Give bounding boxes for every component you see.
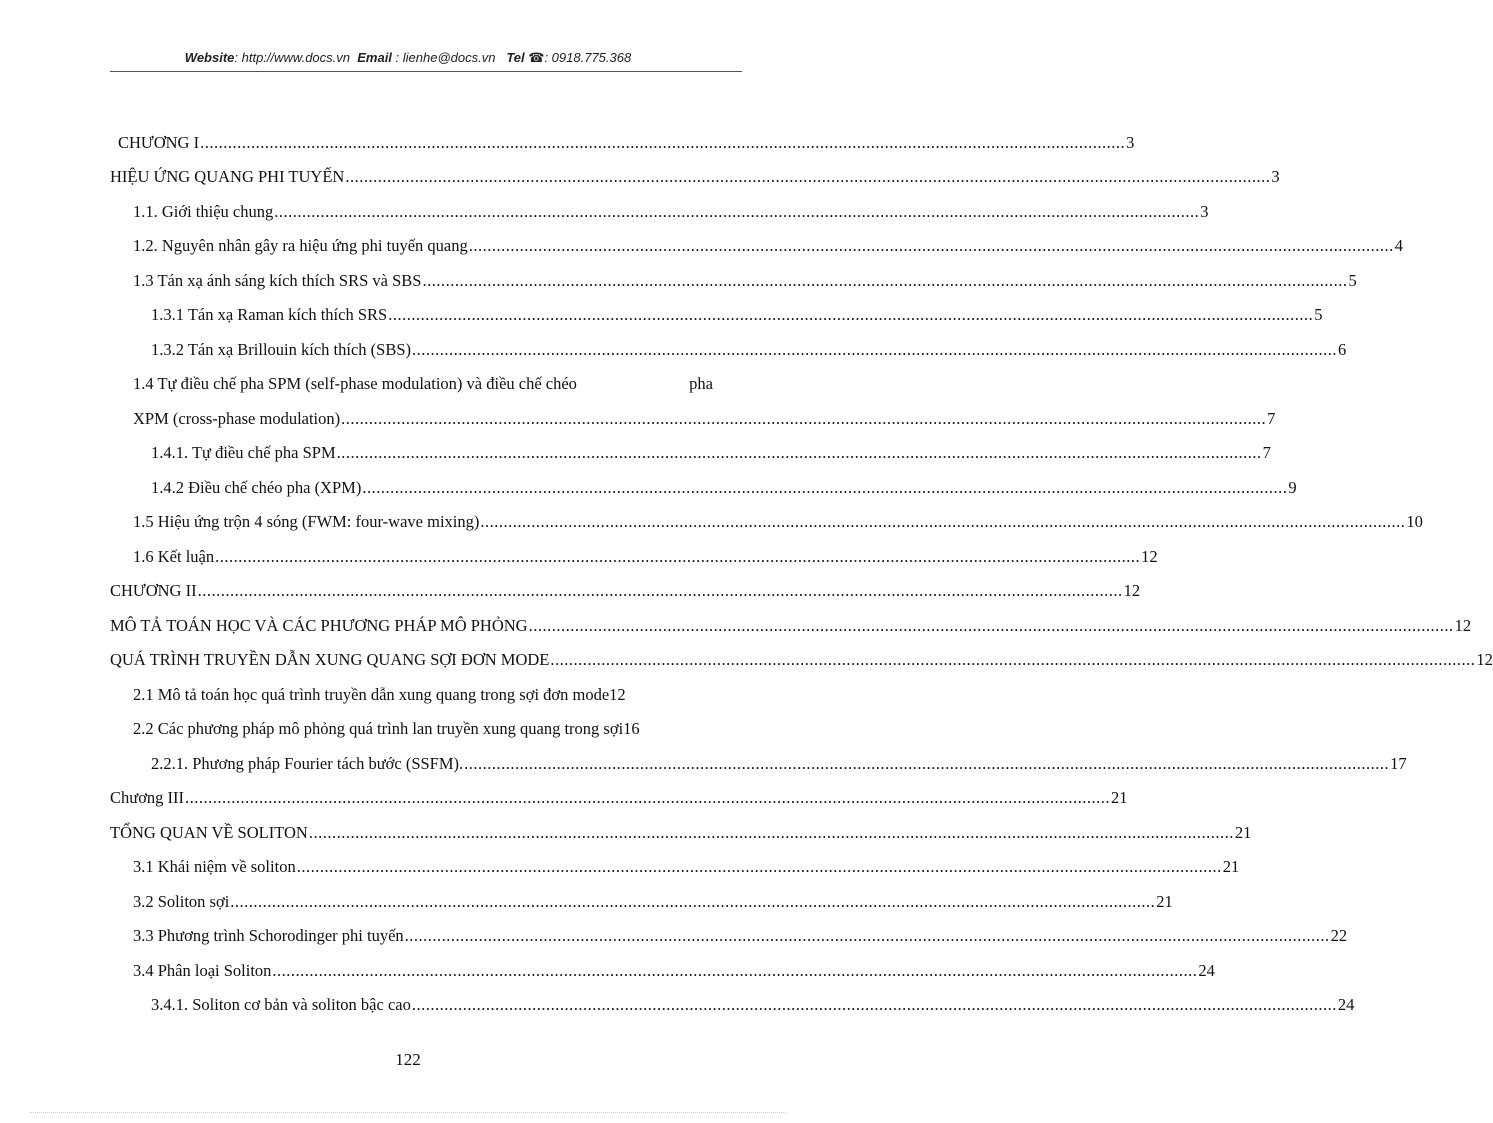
toc-entry-soliton-overview[interactable]: TỔNG QUAN VỀ SOLITON ........................................................................................................................................................................................................ 21: [110, 823, 1252, 842]
dot-leader: ........................................................................................................................................................................................................: [345, 167, 1271, 186]
tel-label: Tel: [506, 50, 525, 65]
toc-entry-math-description[interactable]: MÔ TẢ TOÁN HỌC VÀ CÁC PHƯƠNG PHÁP MÔ PHỎNG ........................................................................................................................................................................................................ 12: [110, 616, 1472, 635]
toc-entry-2-2[interactable]: 2.2 Các phương pháp mô phỏng quá trình lan truyền xung quang trong sợi 16: [133, 719, 640, 738]
dot-leader: ........................................................................................................................................................................................................: [528, 616, 1454, 635]
toc-entry-2-1[interactable]: 2.1 Mô tả toán học quá trình truyền dẫn xung quang trong sợi đơn mode 12: [133, 685, 626, 704]
page-header: [0, 50, 816, 66]
dot-leader: ........................................................................................................................................................................................................: [468, 236, 1394, 255]
dot-leader: ........................................................................................................................................................................................................: [412, 340, 1338, 359]
dot-leader: ........................................................................................................................................................................................................: [341, 409, 1267, 428]
toc-entry-chapter-2[interactable]: CHƯƠNG II ........................................................................................................................................................................................................ 12: [110, 581, 1141, 600]
toc-entry-3-2[interactable]: 3.2 Soliton sợi ........................................................................................................................................................................................................ 21: [133, 892, 1173, 911]
phone-icon: ☎: [528, 50, 545, 65]
dot-leader: ........................................................................................................................................................................................................: [274, 202, 1200, 221]
dot-leader: ........................................................................................................................................................................................................: [215, 547, 1141, 566]
header-divider: [110, 71, 742, 72]
toc-entry-2-2-1[interactable]: 2.2.1. Phương pháp Fourier tách bước (SSFM). ........................................................................................................................................................................................................ 17: [151, 754, 1407, 773]
toc-entry-1-4-1[interactable]: 1.4.1. Tự điều chế pha SPM ........................................................................................................................................................................................................ 7: [151, 443, 1271, 462]
toc-entry-3-1[interactable]: 3.1 Khái niệm về soliton ........................................................................................................................................................................................................ 21: [133, 857, 1240, 876]
email-label: Email: [357, 50, 392, 65]
toc-entry-1-6[interactable]: 1.6 Kết luận ........................................................................................................................................................................................................ 12: [133, 547, 1158, 566]
toc-entry-1-1[interactable]: 1.1. Giới thiệu chung ........................................................................................................................................................................................................ 3: [133, 202, 1209, 221]
toc-entry-1-4-2[interactable]: 1.4.2 Điều chế chéo pha (XPM) ........................................................................................................................................................................................................ 9: [151, 478, 1297, 497]
website-value: : http://www.docs.vn: [234, 50, 350, 65]
toc-entry-transmission[interactable]: QUÁ TRÌNH TRUYỀN DẪN XUNG QUANG SỢI ĐƠN MODE ........................................................................................................................................................................................................ 12: [110, 650, 1493, 669]
page-bottom-edge: [30, 1112, 786, 1113]
dot-leader: ........................................................................................................................................................................................................: [464, 754, 1390, 773]
dot-leader: ........................................................................................................................................................................................................: [272, 961, 1198, 980]
toc-entry-1-4-cont[interactable]: XPM (cross-phase modulation) ........................................................................................................................................................................................................ 7: [133, 409, 1276, 428]
toc-entry-1-3-1[interactable]: 1.3.1 Tán xạ Raman kích thích SRS ........................................................................................................................................................................................................ 5: [151, 305, 1323, 324]
toc-entry-1-5[interactable]: 1.5 Hiệu ứng trộn 4 sóng (FWM: four-wave mixing) ........................................................................................................................................................................................................ 10: [133, 512, 1423, 531]
toc-entry-3-4[interactable]: 3.4 Phân loại Soliton ........................................................................................................................................................................................................ 24: [133, 961, 1215, 980]
page-number: 122: [395, 1050, 421, 1069]
dot-leader: ........................................................................................................................................................................................................: [200, 133, 1126, 152]
dot-leader: ........................................................................................................................................................................................................: [550, 650, 1476, 669]
toc-entry-1-4[interactable]: 1.4 Tự điều chế pha SPM (self-phase modulation) và điều chế chéo pha: [133, 374, 713, 393]
dot-leader: ........................................................................................................................................................................................................: [230, 892, 1156, 911]
dot-leader: ........................................................................................................................................................................................................: [422, 271, 1348, 290]
website-label: Website: [184, 50, 235, 65]
toc-entry-1-3-2[interactable]: 1.3.2 Tán xạ Brillouin kích thích (SBS) ........................................................................................................................................................................................................ 6: [151, 340, 1347, 359]
toc-entry-1-2[interactable]: 1.2. Nguyên nhân gây ra hiệu ứng phi tuyến quang ........................................................................................................................................................................................................ 4: [133, 236, 1403, 255]
toc-entry-nonlinear-effects[interactable]: HIỆU ỨNG QUANG PHI TUYẾN ........................................................................................................................................................................................................ 3: [110, 167, 1280, 186]
dot-leader: ........................................................................................................................................................................................................: [308, 823, 1234, 842]
tel-value: : 0918.775.368: [544, 50, 632, 65]
toc-entry-3-3[interactable]: 3.3 Phương trình Schorodinger phi tuyến ........................................................................................................................................................................................................ 22: [133, 926, 1348, 945]
dot-leader: ........................................................................................................................................................................................................: [362, 478, 1288, 497]
dot-leader: ........................................................................................................................................................................................................: [197, 581, 1123, 600]
dot-leader: ........................................................................................................................................................................................................: [404, 926, 1330, 945]
toc-entry-3-4-1[interactable]: 3.4.1. Soliton cơ bản và soliton bậc cao ........................................................................................................................................................................................................ 24: [151, 995, 1355, 1014]
email-value: : lienhe@docs.vn: [395, 50, 496, 65]
toc-entry-1-3[interactable]: 1.3 Tán xạ ánh sáng kích thích SRS và SBS ........................................................................................................................................................................................................ 5: [133, 271, 1357, 290]
toc-entry-chapter-1[interactable]: CHƯƠNG I ........................................................................................................................................................................................................ 3: [118, 133, 1135, 152]
dot-leader: ........................................................................................................................................................................................................: [336, 443, 1262, 462]
dot-leader: ........................................................................................................................................................................................................: [296, 857, 1222, 876]
dot-leader: ........................................................................................................................................................................................................: [388, 305, 1314, 324]
dot-leader: ........................................................................................................................................................................................................: [411, 995, 1337, 1014]
toc-entry-chapter-3[interactable]: Chương III ........................................................................................................................................................................................................ 21: [110, 788, 1128, 807]
dot-leader: ........................................................................................................................................................................................................: [480, 512, 1406, 531]
dot-leader: ........................................................................................................................................................................................................: [185, 788, 1111, 807]
